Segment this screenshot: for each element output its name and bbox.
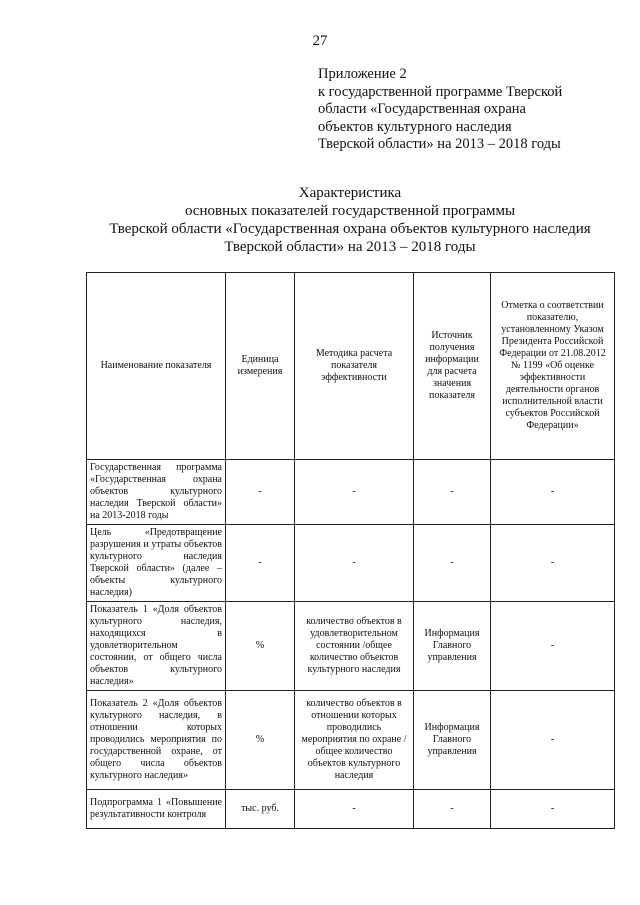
cell-unit: % [226, 602, 295, 691]
appendix-note [318, 66, 618, 154]
header-unit: Единица измерения [226, 273, 295, 460]
cell-name: Цель «Предотвращение разрушения и утраты объектов культурного наследия Тверской области» (далее – объекты культурного наследия) [87, 525, 226, 602]
indicators-table [86, 272, 615, 829]
cell-source: Информация Главного управления [414, 602, 491, 691]
table-row [87, 602, 615, 691]
cell-mark: - [491, 525, 615, 602]
title-line: Тверской области «Государственная охрана объектов культурного наследия [109, 221, 591, 237]
cell-source: - [414, 525, 491, 602]
cell-name: Показатель 1 «Доля объектов культурного наследия, находящихся в удовлетворительном состоянии, от общего числа объектов культурного наследия» [87, 602, 226, 691]
cell-method: - [295, 790, 414, 829]
appendix-line: к государственной программе Тверской [318, 83, 563, 100]
cell-unit: - [226, 460, 295, 525]
cell-mark: - [491, 460, 615, 525]
header-mark: Отметка о соответствии показателю, установленному Указом Президента Российской Федерации от 21.08.2012 № 1199 «Об оценке эффективности деятельности органов исполнительной власти субъектов Российской Федерации» [491, 273, 615, 460]
table-row [87, 525, 615, 602]
table-header-row [87, 273, 615, 460]
cell-source: Информация Главного управления [414, 691, 491, 790]
cell-source: - [414, 460, 491, 525]
title-line: основных показателей государственной программы [184, 203, 516, 219]
title-line: Тверской области» на 2013 – 2018 годы [224, 239, 476, 255]
title-line: Характеристика [298, 185, 402, 201]
cell-method: количество объектов в удовлетворительном состоянии /общее количество объектов культурного наследия [295, 602, 414, 691]
appendix-line: Тверской области» на 2013 – 2018 годы [318, 136, 561, 152]
cell-source: - [414, 790, 491, 829]
cell-mark: - [491, 790, 615, 829]
cell-method: количество объектов в отношении которых проводились мероприятия по охране /общее количество объектов культурного наследия [295, 691, 414, 790]
document-title [60, 184, 640, 256]
cell-name: Подпрограмма 1 «Повышение результативности контроля [87, 790, 226, 829]
table-row [87, 790, 615, 829]
cell-method: - [295, 525, 414, 602]
table-row [87, 460, 615, 525]
header-source: Источник получения информации для расчета значения показателя [414, 273, 491, 460]
cell-method: - [295, 460, 414, 525]
cell-unit: % [226, 691, 295, 790]
table-row [87, 691, 615, 790]
appendix-line: объектов культурного наследия [318, 118, 512, 135]
cell-unit: тыс. руб. [226, 790, 295, 829]
cell-mark: - [491, 691, 615, 790]
header-method: Методика расчета показателя эффективности [295, 273, 414, 460]
cell-unit: - [226, 525, 295, 602]
page-number: 27 [312, 33, 328, 49]
appendix-line: области «Государственная охрана [318, 101, 526, 117]
cell-mark: - [491, 602, 615, 691]
cell-name: Государственная программа «Государственная охрана объектов культурного наследия Тверской области» на 2013-2018 годы [87, 460, 226, 525]
cell-name: Показатель 2 «Доля объектов культурного наследия, в отношении которых проводились мероприятия по государственной охране, от общего числа объектов культурного наследия» [87, 691, 226, 790]
appendix-line: Приложение 2 [318, 66, 407, 82]
header-name: Наименование показателя [87, 273, 226, 460]
